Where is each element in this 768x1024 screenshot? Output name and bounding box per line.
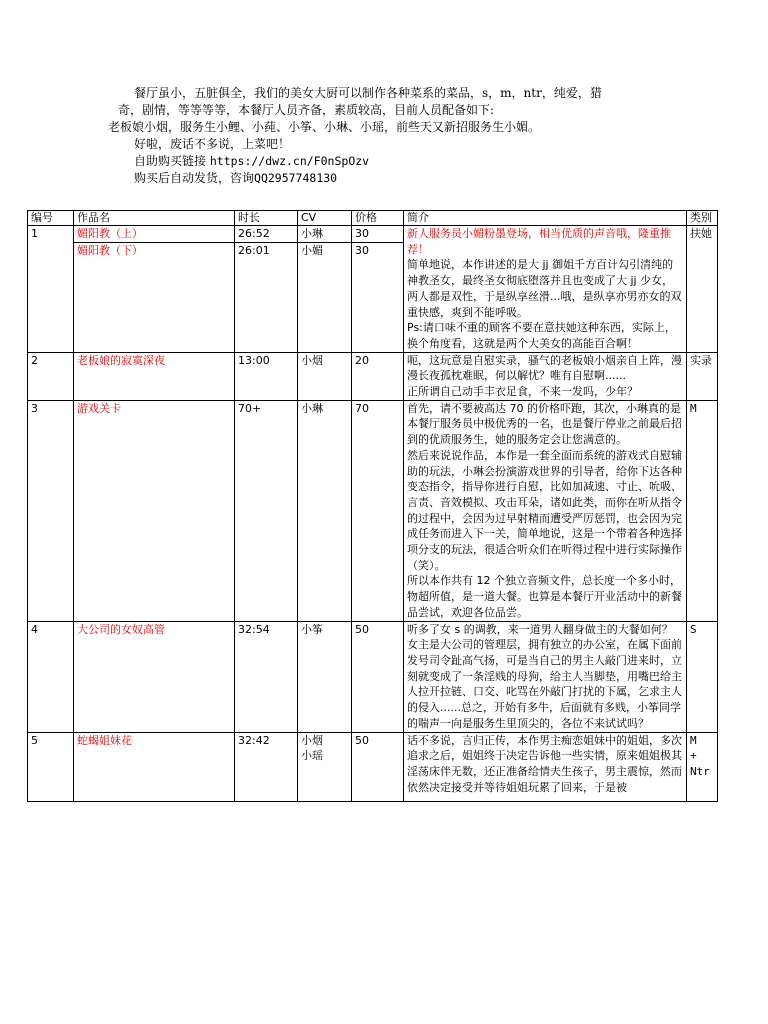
intro-text: [108, 85, 688, 187]
row-cv: [298, 226, 352, 353]
category-part-1: M: [690, 733, 697, 747]
row-title: [74, 226, 235, 353]
row-title: 蛇蝎姐妹花: [74, 732, 235, 801]
row-price: 50: [352, 621, 404, 732]
desc-text: 话不多说，言归正传，本作男主痴恋姐妹中的姐姐，多次追求之后，姐姐终于决定告诉他一些实情，原来姐姐极其淫荡床伴无数，还正准备给情夫生孩子，男主震惊，然而依然决定接受并等待姐姐玩累了回来，于是被: [407, 733, 682, 794]
table-row: [28, 226, 718, 353]
duration-part-2: 26:01: [235, 242, 297, 259]
header-price: 价格: [352, 211, 404, 226]
row-duration: 13:00: [235, 352, 298, 400]
header-cv: CV: [298, 211, 352, 226]
desc-text-2: 女主是大公司的管理层，拥有独立的办公室，在属下面前发号司令趾高气扬，可是当自己的男主人敲门进来时，立刻就变成了一条淫贱的母狗，给主人当脚垫，用嘴巴给主人拉开拉链、口交、叱骂在外敲门打扰的下属，乞求主人的侵入......总之，开始有多牛，后面就有多贱，小筝同学的喘声一向是服务生里顶尖的，各位不来试试吗？: [407, 638, 682, 730]
row-title: 老板娘的寂寞深夜: [74, 352, 235, 400]
row-cv: 小琳: [298, 400, 352, 621]
desc-text: 呃，这玩意是自慰实录，骚气的老板娘小烟亲自上阵，漫漫长夜孤枕难眠，何以解忧？唯有自慰啊......: [407, 353, 682, 383]
row-duration: 32:54: [235, 621, 298, 732]
intro-line-3: 老板娘小烟，服务生小鲤、小莼、小筝、小琳、小瑶，前些天又新招服务生小媚。: [108, 120, 541, 134]
row-desc: [404, 400, 687, 621]
desc-text: 简单地说，本作讲述的是大 jj 御姐千方百计勾引清纯的神教圣女，最终圣女彻底堕落并且也变成了大 jj 少女，两人都是双性，于是纵享丝滑...哦，是纵享亦男亦女的双重快感，爽到不能呼吸。: [407, 258, 682, 319]
desc-text-2: 然后来说说作品，本作是一套全面而系统的游戏式自慰辅助的玩法，小琳会扮演游戏世界的引导者，给你下达各种变态指令，指导你进行自慰，比如加减速、寸止、吮吸、言责、音效模拟、攻击耳朵，诸如此类，而你在听从指令的过程中，会因为过早射精而遭受严厉惩罚，也会因为完成任务而进入下一关，简单地说，这是一个带着各种选择项分支的玩法，很适合听众们在听得过程中进行实际操作（笑）。: [407, 448, 682, 572]
duration-part-1: 26:52: [238, 227, 270, 240]
row-id: 2: [28, 352, 74, 400]
row-category: M: [687, 400, 718, 621]
price-part-1: 30: [355, 227, 369, 240]
desc-text: 首先，请不要被高达 70 的价格吓跑，其次，小琳真的是本餐厅服务员中极优秀的一名，也是餐厅停业之前最后招到的优质服务生，她的服务定会让您满意的。: [407, 401, 682, 447]
row-price: 20: [352, 352, 404, 400]
cv-part-2: 小瑶: [301, 749, 323, 763]
row-category: S: [687, 621, 718, 732]
row-title: 大公司的女奴高管: [74, 621, 235, 732]
row-id: 1: [28, 226, 74, 353]
cv-part-1: 小琳: [301, 227, 323, 240]
contact-line: [108, 170, 688, 187]
row-duration: 32:42: [235, 732, 298, 801]
menu-table: [27, 210, 718, 802]
contact-qq: QQ2957748130: [254, 171, 338, 185]
row-desc: [404, 226, 687, 353]
purchase-link[interactable]: https://dwz.cn/F0nSpOzv: [209, 154, 370, 168]
row-id: 3: [28, 400, 74, 621]
row-category: [687, 732, 718, 801]
row-cv: 小筝: [298, 621, 352, 732]
table-row: [28, 732, 718, 801]
table-row: [28, 621, 718, 732]
price-part-2: 30: [352, 242, 403, 259]
row-desc: [404, 352, 687, 400]
row-price: [352, 226, 404, 353]
header-title: 作品名: [74, 211, 235, 226]
row-title: 游戏关卡: [74, 400, 235, 621]
desc-text-2: 正所谓自己动手丰衣足食，不来一发吗，少年？: [407, 385, 638, 399]
category-part-3: Ntr: [690, 764, 710, 778]
row-id: 4: [28, 621, 74, 732]
table-row: [28, 352, 718, 400]
row-cv: [298, 732, 352, 801]
category-part-2: +: [690, 749, 697, 763]
row-desc: [404, 621, 687, 732]
table-row: [28, 400, 718, 621]
desc-ps: Ps:请口味不重的顾客不要在意扶她这种东西，实际上，换个角度看，这就是两个大美女的高能百合啊！: [407, 321, 676, 350]
desc-text-3: 所以本作共有 12 个独立音频文件，总长度一个多小时，物超所值，是一道大餐。也算是本餐厅开业活动中的新餐品尝试，欢迎各位品尝。: [407, 574, 682, 619]
cv-part-2: 小媚: [298, 242, 351, 259]
contact-label: 购买后自动发货，咨询: [134, 171, 255, 185]
header-duration: 时长: [235, 211, 298, 226]
row-desc: [404, 732, 687, 801]
row-category: 扶她: [687, 226, 718, 353]
row-category: 实录: [687, 352, 718, 400]
purchase-link-line: [108, 153, 688, 170]
row-price: 70: [352, 400, 404, 621]
purchase-link-label: 自助购买链接: [134, 154, 207, 168]
header-desc: 简介: [404, 211, 687, 226]
intro-line-2: 奇，剧情，等等等等，本餐厅人员齐备，素质较高，目前人员配备如下:: [118, 103, 495, 117]
header-id: 编号: [28, 211, 74, 226]
intro-line-1: 餐厅虽小，五脏俱全，我们的美女大厨可以制作各种菜系的菜品，s，m，ntr，纯爱，猎: [134, 86, 602, 100]
row-duration: [235, 226, 298, 353]
desc-highlight: 新人服务员小媚粉墨登场，相当优质的声音哦，隆重推荐！: [407, 227, 671, 256]
row-id: 5: [28, 732, 74, 801]
table-header-row: [28, 211, 718, 226]
cv-part-1: 小烟: [301, 733, 323, 747]
row-duration: 70+: [235, 400, 298, 621]
title-part-1: 媚阳教（上）: [77, 227, 143, 240]
desc-text: 听多了女 s 的调教，来一道男人翻身做主的大餐如何？: [407, 622, 673, 636]
row-price: 50: [352, 732, 404, 801]
intro-line-4: 好啦，废话不多说，上菜吧！: [134, 137, 291, 151]
row-cv: 小烟: [298, 352, 352, 400]
header-category: 类别: [687, 211, 718, 226]
title-part-2: 媚阳教（下）: [74, 242, 234, 259]
